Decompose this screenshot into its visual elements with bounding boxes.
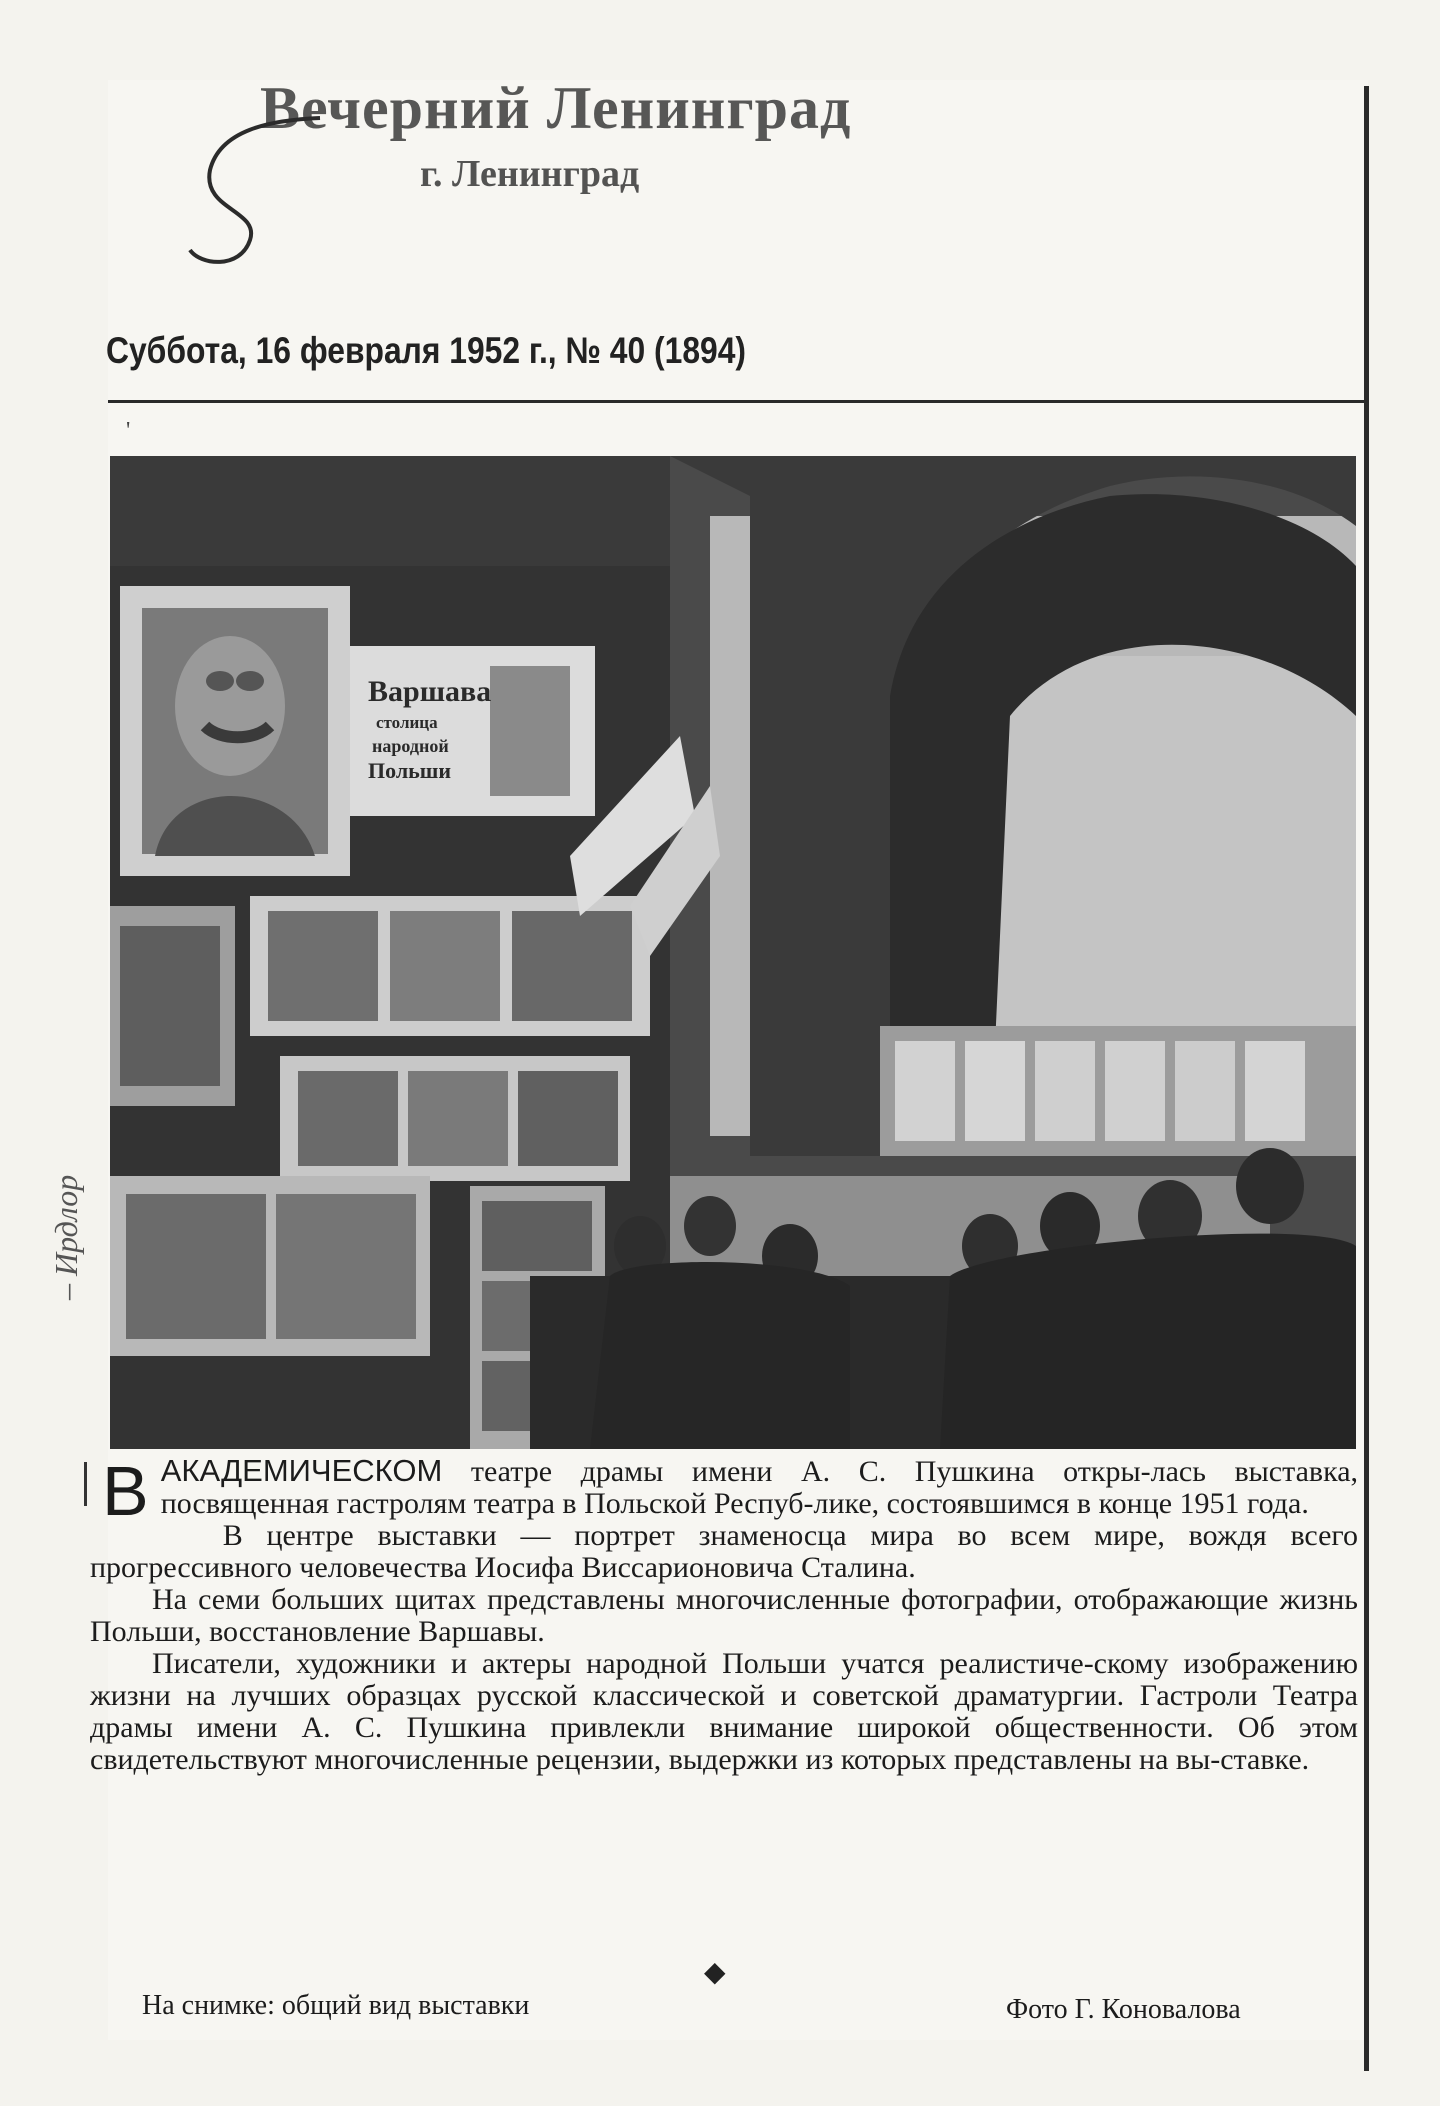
newspaper-city: г. Ленинград (420, 153, 640, 195)
handwritten-margin-note: – Ирдлор (48, 1174, 84, 1300)
lead-text: театре драмы имени А. С. Пушкина откры-лась выставка, посвященная гастролям театра в Польской Респуб-лике, состоявшимся в конце 1951 года. (160, 1455, 1359, 1520)
newspaper-masthead (260, 74, 960, 195)
handwritten-mark (180, 100, 330, 275)
lead-marker (84, 1462, 87, 1506)
separator-ornament: ◆ (704, 1957, 726, 1988)
dateline-rule (108, 400, 1368, 403)
photo-drawing (110, 456, 1356, 1449)
article-lead-paragraph (90, 1452, 1359, 1530)
stray-mark: ' (126, 418, 131, 444)
poster-title-line-4: Польши (368, 758, 452, 783)
poster-title-line-2: столица (376, 713, 438, 732)
newspaper-title: Вечерний Ленинград (260, 75, 852, 141)
article-paragraph: В центре выставки — портрет знаменосца мира во всем мире, вождя всего прогрессивного человечества Иосифа Виссарионовича Сталина. (90, 1519, 1358, 1584)
drop-cap: В (102, 1452, 149, 1530)
photo-credit: Фото Г. Коновалова (1006, 1994, 1241, 2025)
clipping-border (1364, 86, 1369, 2071)
poster-title-line-3: народной (372, 736, 449, 756)
lead-word: АКАДЕМИЧЕСКОМ (160, 1453, 443, 1488)
photo-caption: На снимке: общий вид выставки (142, 1990, 530, 2021)
poster-title-line-1: Варшава (368, 675, 492, 708)
article-paragraph: Писатели, художники и актеры народной Польши учатся реалистиче-скому изображению жизни на лучших образцах русской классической и советской драматургии. Гастроли Театра драмы имени А. С. Пушкина привлекли внимание широкой общественности. Об этом свидетельствуют многочисленные рецензии, выдержки из которых представлены на вы-ставке. (90, 1647, 1358, 1776)
article-body (90, 1452, 1359, 1776)
issue-dateline: Суббота, 16 февраля 1952 г., № 40 (1894) (106, 330, 747, 371)
article-paragraph: На семи больших щитах представлены многочисленные фотографии, отображающие жизнь Польши, восстановление Варшавы. (90, 1583, 1358, 1648)
exhibition-photo (110, 456, 1356, 1449)
